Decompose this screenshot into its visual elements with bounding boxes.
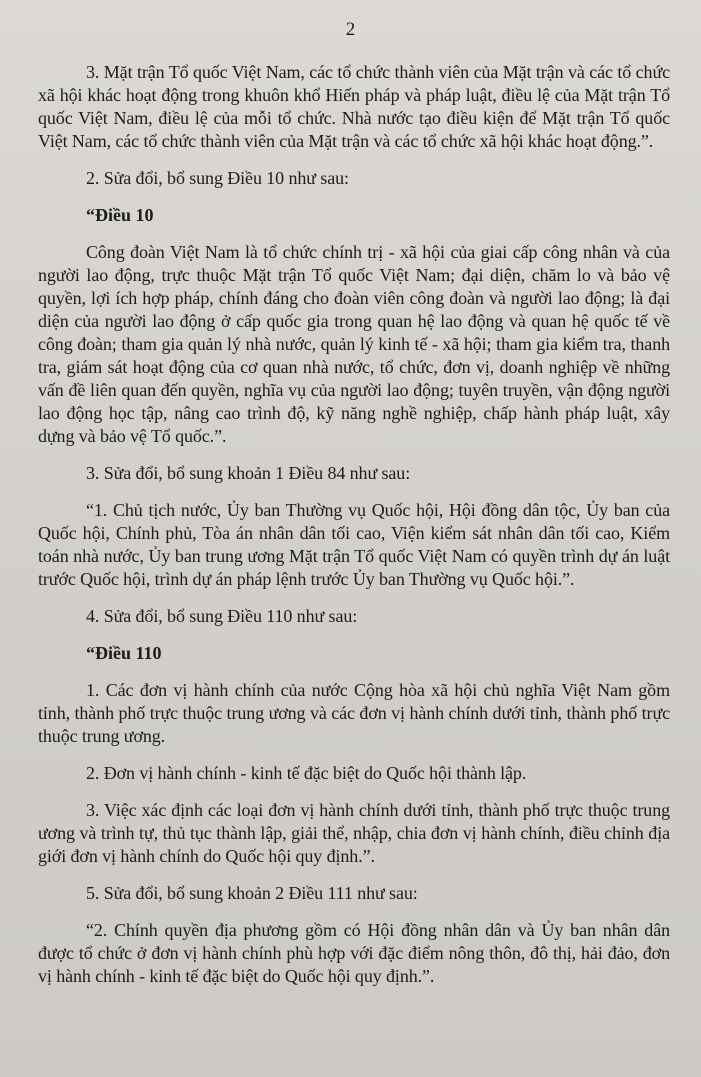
article-84-clause1-text: “1. Chủ tịch nước, Ủy ban Thường vụ Quốc hội, Hội đồng dân tộc, Ủy ban của Quốc hội, Chính phủ, Tòa án nhân dân tối cao, Viện kiểm sát nhân dân tối cao, Kiểm toán nhà nước, Ủy ban trung ương Mặt trận Tổ quốc Việt Nam có quyền trình dự án luật trước Quốc hội, trình dự án pháp lệnh trước Ủy ban Thường vụ Quốc hội.”. <box>38 500 670 589</box>
article-110-clause2: 2. Đơn vị hành chính - kinh tế đặc biệt do Quốc hội thành lập. <box>86 763 527 783</box>
article-110-clause3: 3. Việc xác định các loại đơn vị hành chính dưới tỉnh, thành phố trực thuộc trung ương và trình tự, thủ tục thành lập, giải thể, nhập, chia đơn vị hành chính, điều chỉnh địa giới đơn vị hành chính do Quốc hội quy định.”. <box>38 800 670 866</box>
paragraph-article9-clause3: 3. Mặt trận Tổ quốc Việt Nam, các tổ chức thành viên của Mặt trận và các tổ chức xã hội khác hoạt động trong khuôn khổ Hiến pháp và pháp luật, điều lệ của Mặt trận Tổ quốc Việt Nam, điều lệ của mỗi tổ chức. Nhà nước tạo điều kiện để Mặt trận Tổ quốc Việt Nam, các tổ chức thành viên của Mặt trận và các tổ chức xã hội khác hoạt động.”. <box>38 62 670 151</box>
article-heading-10: “Điều 10 <box>86 205 154 225</box>
article-10-text: Công đoàn Việt Nam là tổ chức chính trị - xã hội của giai cấp công nhân và của người lao động, trực thuộc Mặt trận Tổ quốc Việt Nam; đại diện, chăm lo và bảo vệ quyền, lợi ích hợp pháp, chính đáng cho đoàn viên công đoàn và người lao động; là đại diện của người lao động ở cấp quốc gia trong quan hệ lao động và quan hệ quốc tế về công đoàn; tham gia quản lý nhà nước, quản lý kinh tế - xã hội; tham gia kiểm tra, thanh tra, giám sát hoạt động của cơ quan nhà nước, tổ chức, đơn vị, doanh nghiệp về những vấn đề liên quan đến quyền, nghĩa vụ của người lao động; tuyên truyền, vận động người lao động học tập, nâng cao trình độ, kỹ năng nghề nghiệp, chấp hành pháp luật, xây dựng và bảo vệ Tổ quốc.”. <box>38 242 670 446</box>
article-111-clause2-text: “2. Chính quyền địa phương gồm có Hội đồng nhân dân và Ủy ban nhân dân được tổ chức ở đơn vị hành chính phù hợp với đặc điểm nông thôn, đô thị, hải đảo, đơn vị hành chính - kinh tế đặc biệt do Quốc hội quy định.”. <box>38 920 670 986</box>
amendment-item-2: 2. Sửa đổi, bổ sung Điều 10 như sau: <box>86 168 349 188</box>
document-body <box>38 61 670 988</box>
amendment-item-5: 5. Sửa đổi, bổ sung khoản 2 Điều 111 như sau: <box>86 883 418 903</box>
article-110-clause1: 1. Các đơn vị hành chính của nước Cộng hòa xã hội chủ nghĩa Việt Nam gồm tỉnh, thành phố trực thuộc trung ương và các đơn vị hành chính dưới tỉnh, thành phố trực thuộc trung ương. <box>38 680 670 746</box>
amendment-item-3: 3. Sửa đổi, bổ sung khoản 1 Điều 84 như sau: <box>86 463 411 483</box>
amendment-item-4: 4. Sửa đổi, bổ sung Điều 110 như sau: <box>86 606 358 626</box>
page-number: 2 <box>345 19 356 40</box>
article-heading-110: “Điều 110 <box>86 643 162 663</box>
